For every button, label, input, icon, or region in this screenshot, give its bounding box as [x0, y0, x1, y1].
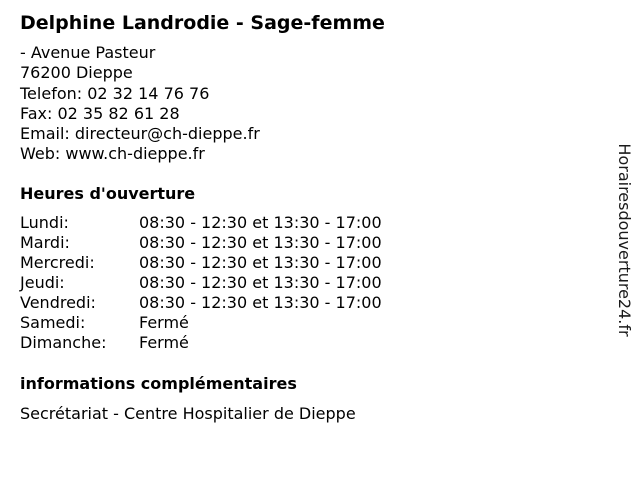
info-heading: informations complémentaires: [20, 374, 297, 393]
website: Web: www.ch-dieppe.fr: [20, 144, 205, 164]
time-value: 08:30 - 12:30 et 13:30 - 17:00: [139, 273, 382, 292]
day-label: Vendredi:: [20, 293, 96, 312]
day-label: Jeudi:: [20, 273, 65, 292]
time-value: 08:30 - 12:30 et 13:30 - 17:00: [139, 253, 382, 272]
day-label: Mercredi:: [20, 253, 95, 272]
fax-number: Fax: 02 35 82 61 28: [20, 103, 180, 123]
info-text: Secrétariat - Centre Hospitalier de Dieppe: [20, 404, 356, 423]
contact-block: [20, 43, 260, 165]
day-label: Lundi:: [20, 213, 69, 232]
day-label: Samedi:: [20, 313, 86, 332]
day-label: Dimanche:: [20, 333, 107, 352]
time-value: Fermé: [139, 333, 189, 352]
time-value: 08:30 - 12:30 et 13:30 - 17:00: [139, 293, 382, 312]
day-label: Mardi:: [20, 233, 70, 252]
site-watermark: Horairesdouverture24.fr: [615, 143, 634, 337]
time-value: Fermé: [139, 313, 189, 332]
street-address: - Avenue Pasteur: [20, 43, 156, 62]
time-value: 08:30 - 12:30 et 13:30 - 17:00: [139, 213, 382, 232]
page-title: Delphine Landrodie - Sage-femme: [20, 12, 385, 34]
phone-number: Telefon: 02 32 14 76 76: [20, 83, 210, 103]
hours-heading: Heures d'ouverture: [20, 184, 196, 203]
email-address: Email: directeur@ch-dieppe.fr: [20, 124, 260, 144]
time-value: 08:30 - 12:30 et 13:30 - 17:00: [139, 233, 382, 252]
city-postcode: 76200 Dieppe: [20, 63, 133, 83]
